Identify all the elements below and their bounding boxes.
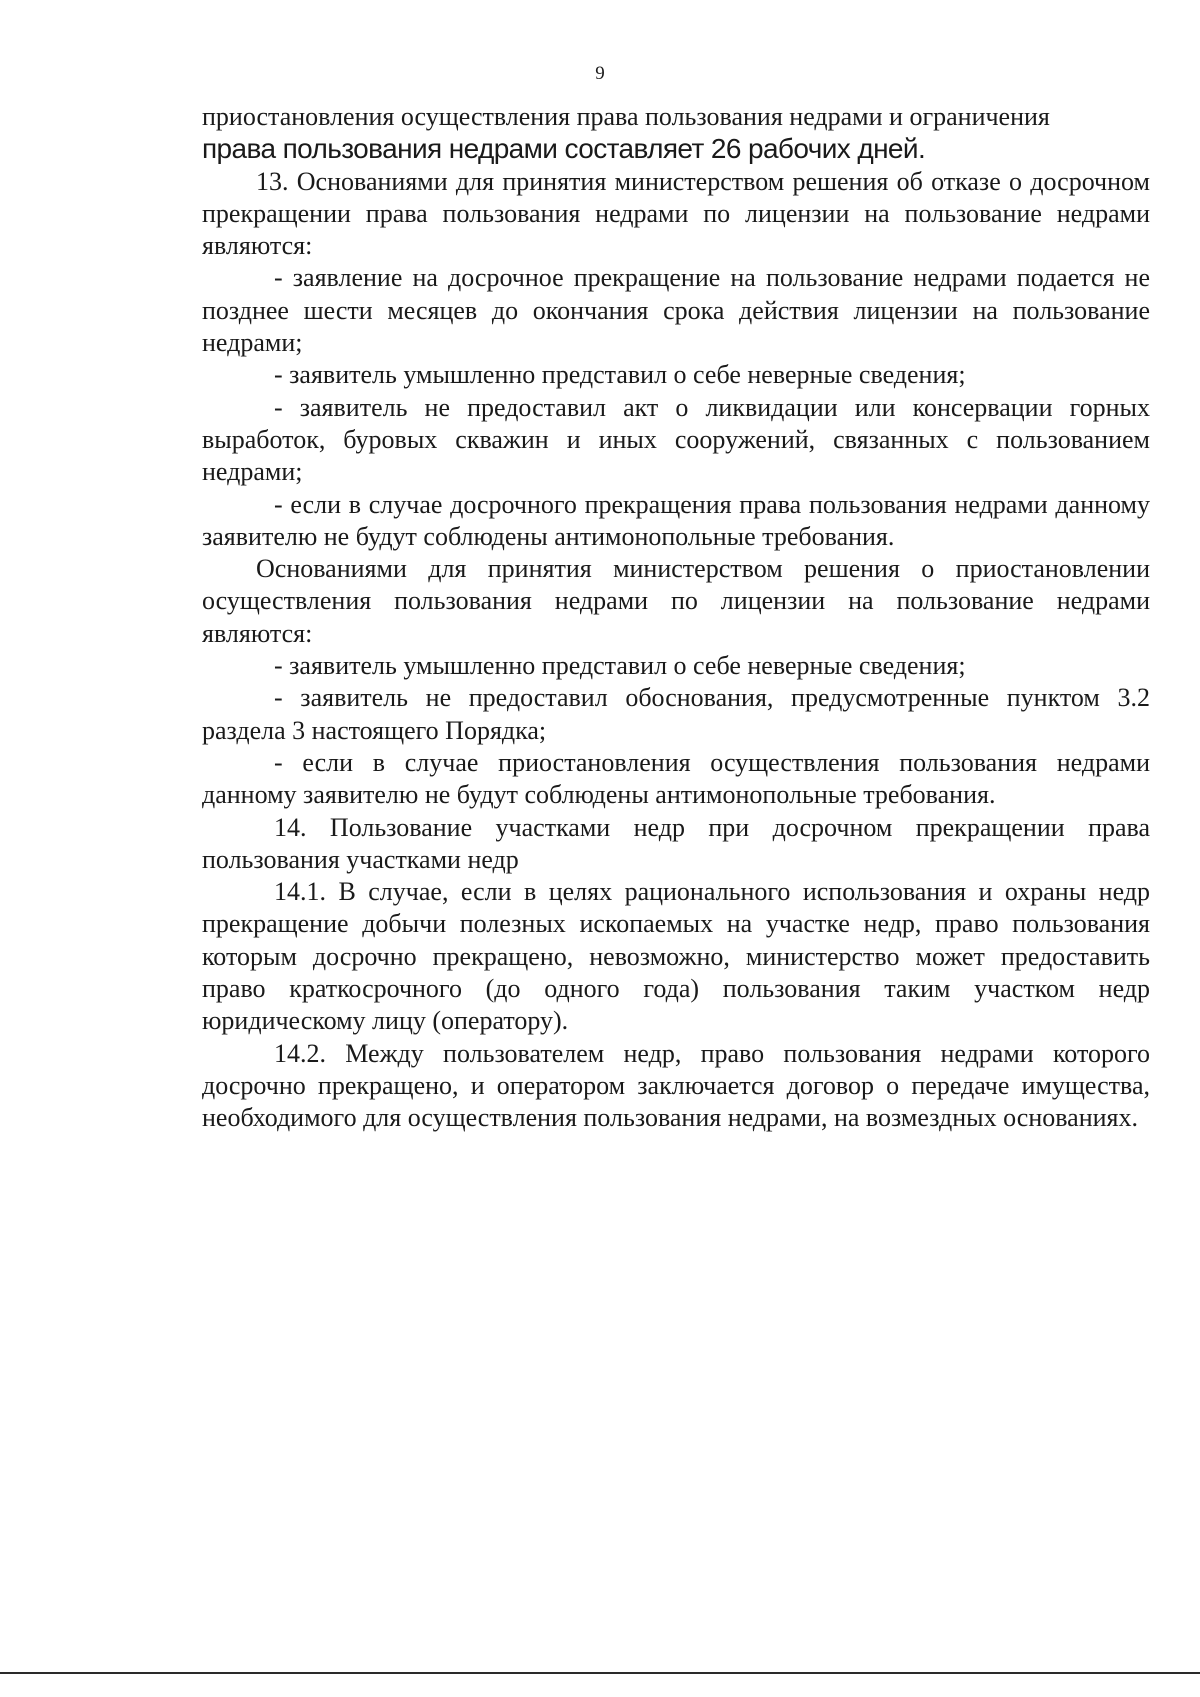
list-item-antimonopoly-suspension: - если в случае приостановления осуществления пользования недрами данному заявителю не будут соблюдены антимонопольные требования. [202, 747, 1150, 810]
list-item-application-deadline: - заявление на досрочное прекращение на пользование недрами подается не позднее шести месяцев до окончания срока действия лицензии на пользование недрами; [202, 263, 1150, 358]
paragraph-14-2: 14.2. Между пользователем недр, право пользования недрами которого досрочно прекращено, и оператором заключается договор о передаче имущества, необходимого для осуществления пользования недрами, на возмездных основаниях. [202, 1038, 1150, 1133]
list-item-no-justification: - заявитель не предоставил обоснования, предусмотренные пунктом 3.2 раздела 3 настоящего Порядка; [202, 683, 1150, 745]
paragraph-suspension-grounds: Основаниями для принятия министерством решения о приостановлении осуществления пользования недрами по лицензии на пользование недрами являются: [202, 554, 1150, 648]
paragraph-processing-period: права пользования недрами составляет 26 рабочих дней. [202, 133, 926, 165]
list-item-false-information: - заявитель умышленно представил о себе неверные сведения; [274, 360, 966, 390]
paragraph-14-heading: 14. Пользование участками недр при досрочном прекращении права пользования участками недр [202, 812, 1150, 874]
list-item-no-liquidation-act: - заявитель не предоставил акт о ликвидации или консервации горных выработок, буровых скважин и иных сооружений, связанных с пользованием недрами; [202, 392, 1150, 487]
page-number: 9 [595, 63, 605, 84]
paragraph-14-1: 14.1. В случае, если в целях рационального использования и охраны недр прекращение добычи полезных ископаемых на участке недр, право пользования которым досрочно прекращено, невозможно, министерство может предоставить право краткосрочного (до одного года) пользования таким участком недр юридическому лицу (оператору). [202, 877, 1150, 1036]
list-item-antimonopoly-termination: - если в случае досрочного прекращения права пользования недрами данному заявителю не будут соблюдены антимонопольные требования. [202, 489, 1150, 551]
bottom-rule [0, 1672, 1200, 1674]
list-item-false-information-suspension: - заявитель умышленно представил о себе неверные сведения; [274, 651, 966, 681]
document-body [202, 101, 1150, 1135]
paragraph-continuation: приостановления осуществления права пользования недрами и ограничения [202, 102, 1050, 131]
paragraph-13-refusal-grounds: 13. Основаниями для принятия министерством решения об отказе о досрочном прекращении права пользования недрами по лицензии на пользование недрами являются: [202, 166, 1150, 261]
